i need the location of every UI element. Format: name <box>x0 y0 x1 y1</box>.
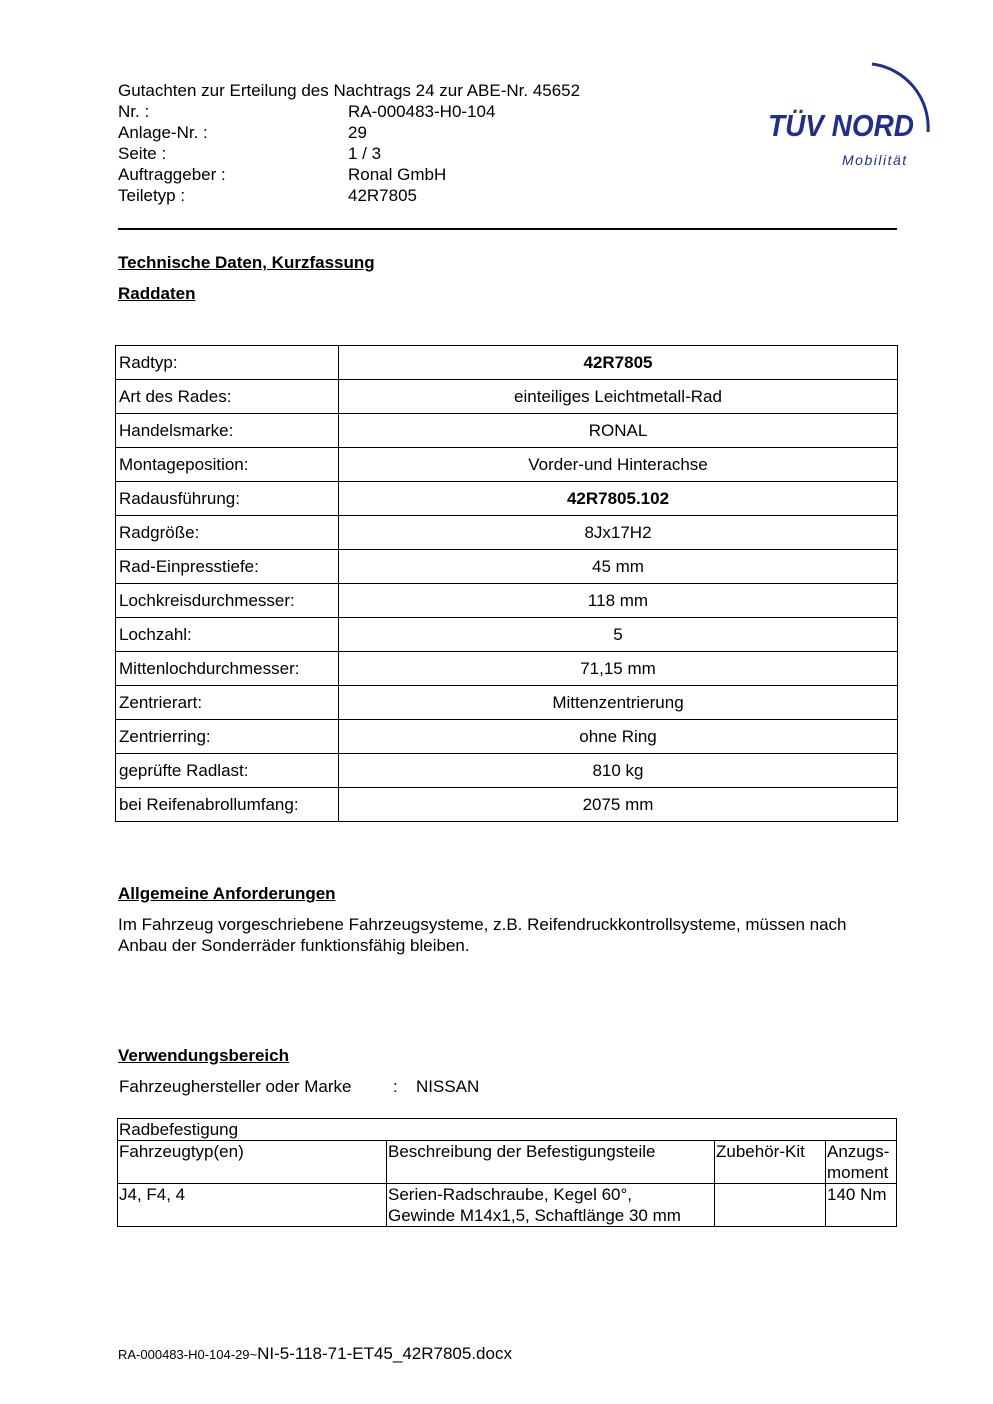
header-value: 1 / 3 <box>348 144 382 163</box>
table-row <box>116 550 898 584</box>
section-heading-allgemeine-anforderungen: Allgemeine Anforderungen <box>118 884 336 903</box>
torque-header-line2: moment <box>827 1163 889 1182</box>
row-value: 42R7805 <box>339 346 898 380</box>
row-value: 71,15 mm <box>339 652 898 686</box>
cell-torque: 140 Nm <box>826 1184 897 1227</box>
row-value: Mittenzentrierung <box>339 686 898 720</box>
row-key: Art des Rades: <box>116 380 339 414</box>
row-value: Vorder-und Hinterachse <box>339 448 898 482</box>
row-key: Zentrierart: <box>116 686 339 720</box>
header-label: Teiletyp : <box>118 186 186 205</box>
table-row <box>116 414 898 448</box>
wheel-fastening-table <box>117 1118 897 1227</box>
tuv-nord-logo <box>762 58 942 173</box>
logo-brand-text: TÜV NORD <box>768 108 914 143</box>
table-title-row <box>118 1119 897 1141</box>
table-row <box>116 448 898 482</box>
row-value: einteiliges Leichtmetall-Rad <box>339 380 898 414</box>
header-label: Seite : <box>118 144 167 163</box>
table-row <box>116 584 898 618</box>
header-value: Ronal GmbH <box>348 165 447 184</box>
header-row-teiletyp <box>118 185 678 206</box>
vehicle-maker-value: NISSAN <box>416 1077 480 1096</box>
row-value: 118 mm <box>339 584 898 618</box>
vehicle-maker-separator: : <box>393 1077 398 1096</box>
row-key: Radausführung: <box>116 482 339 516</box>
cell-description <box>387 1184 715 1227</box>
table-row <box>116 788 898 822</box>
header-label: Anlage-Nr. : <box>118 123 208 142</box>
row-value: ohne Ring <box>339 720 898 754</box>
header-row-auftraggeber <box>118 164 678 185</box>
column-header-torque <box>826 1141 897 1184</box>
table-row <box>118 1184 897 1227</box>
table-header-row <box>118 1141 897 1184</box>
description-line2: Gewinde M14x1,5, Schaftlänge 30 mm <box>388 1206 681 1225</box>
row-key: bei Reifenabrollumfang: <box>116 788 339 822</box>
table-row <box>116 686 898 720</box>
row-key: geprüfte Radlast: <box>116 754 339 788</box>
row-key: Zentrierring: <box>116 720 339 754</box>
header-value: 29 <box>348 123 367 142</box>
section-heading-verwendungsbereich: Verwendungsbereich <box>118 1046 289 1065</box>
section-heading-raddaten: Raddaten <box>118 284 196 303</box>
row-key: Rad-Einpresstiefe: <box>116 550 339 584</box>
column-header-vehicle-types: Fahrzeugtyp(en) <box>118 1141 387 1184</box>
row-value: 5 <box>339 618 898 652</box>
cell-accessory-kit <box>715 1184 826 1227</box>
header-row-seite <box>118 143 678 164</box>
table-row <box>116 482 898 516</box>
table-row <box>116 720 898 754</box>
header-value: 42R7805 <box>348 186 418 205</box>
header-row-anlage <box>118 122 678 143</box>
row-key: Lochzahl: <box>116 618 339 652</box>
document-title: Gutachten zur Erteilung des Nachtrags 24 zur ABE-Nr. 45652 <box>118 81 581 100</box>
row-value: RONAL <box>339 414 898 448</box>
row-value: 45 mm <box>339 550 898 584</box>
torque-header-line1: Anzugs- <box>827 1142 890 1161</box>
row-value: 8Jx17H2 <box>339 516 898 550</box>
cell-vehicle-types: J4, F4, 4 <box>118 1184 387 1227</box>
footer-document-number: RA-000483-H0-104-29~ <box>118 1347 258 1362</box>
column-header-description: Beschreibung der Befestigungsteile <box>387 1141 715 1184</box>
column-header-accessory-kit: Zubehör-Kit <box>715 1141 826 1184</box>
row-key: Radtyp: <box>116 346 339 380</box>
row-key: Mittenlochdurchmesser: <box>116 652 339 686</box>
row-value: 810 kg <box>339 754 898 788</box>
row-value: 42R7805.102 <box>339 482 898 516</box>
table-row <box>116 516 898 550</box>
logo-sub-text: Mobilität <box>842 152 908 168</box>
header-row-nr <box>118 101 678 122</box>
row-key: Handelsmarke: <box>116 414 339 448</box>
footer-filename: NI-5-118-71-ET45_42R7805.docx <box>257 1344 512 1363</box>
row-key: Lochkreisdurchmesser: <box>116 584 339 618</box>
table-row <box>116 380 898 414</box>
table-row <box>116 652 898 686</box>
header-label: Nr. : <box>118 102 150 121</box>
table-row <box>116 346 898 380</box>
row-key: Montageposition: <box>116 448 339 482</box>
row-value: 2075 mm <box>339 788 898 822</box>
header-label: Auftraggeber : <box>118 165 226 184</box>
page-footer <box>118 1344 512 1364</box>
header-value: RA-000483-H0-104 <box>348 102 496 121</box>
section-heading-technische-daten: Technische Daten, Kurzfassung <box>118 253 375 272</box>
wheel-data-table <box>115 345 898 822</box>
vehicle-maker-label: Fahrzeughersteller oder Marke <box>119 1077 352 1096</box>
table-title: Radbefestigung <box>118 1119 897 1141</box>
row-key: Radgröße: <box>116 516 339 550</box>
header-divider <box>118 228 897 230</box>
description-line1: Serien-Radschraube, Kegel 60°, <box>388 1185 633 1204</box>
requirements-paragraph: Im Fahrzeug vorgeschriebene Fahrzeugsysteme, z.B. Reifendruckkontrollsysteme, müssen nach Anbau der Sonderräder funktionsfähig bleiben. <box>118 915 847 955</box>
table-row <box>116 618 898 652</box>
table-row <box>116 754 898 788</box>
